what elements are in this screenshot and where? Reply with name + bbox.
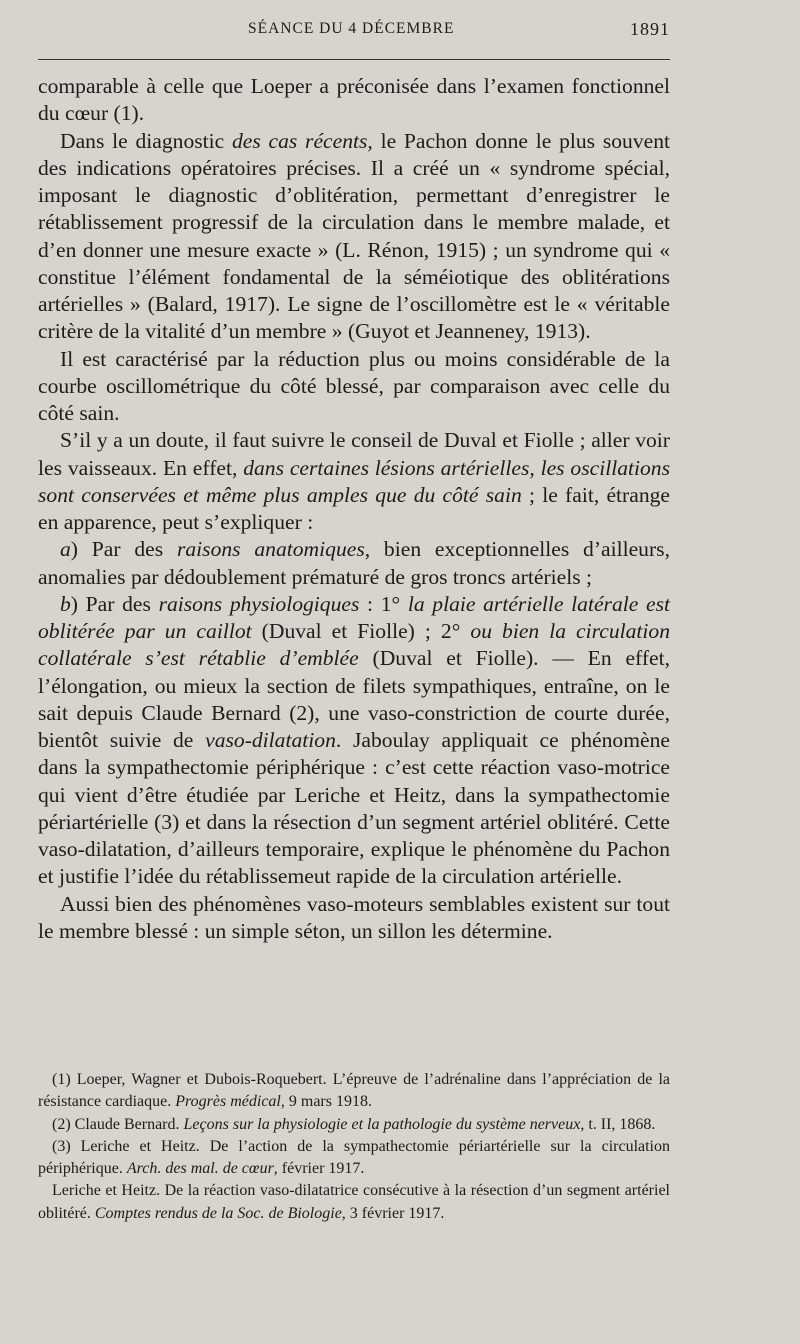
text-run: , le Pachon donne le plus souvent des indications opératoires précises. Il a créé un « syndrome spécial, imposant le diagnostic d’oblitération, permettant d’enregistrer le rétablissement progressif de la circulation dans le membre malade, et d’en donner une mesure exacte » (L. Rénon, 1915) ; un syndrome qui « constitue l’élément fondamental de la séméiotique des oblitérations artérielles » (Balard, 1917). Le signe de l’oscillomètre est le « véritable critère de la vitalité d’un membre » (Guyot et Jeanneney, 1913).	[38, 128, 671, 344]
italic-text: Leçons sur la physiologie et la pathologie du système nerveux	[183, 1115, 581, 1133]
italic-text: vaso-dilatation	[205, 728, 336, 752]
paragraph	[38, 73, 670, 128]
text-run: , 9 mars 1918.	[280, 1093, 372, 1111]
italic-text: Progrès médical	[175, 1093, 281, 1111]
text-run: (1) Loeper, Wagner et Dubois-Roquebert. L’épreuve de l’adrénaline dans l’appréciation de la résistance cardiaque.	[38, 1071, 670, 1111]
paragraph	[38, 128, 670, 346]
text-run: (Duval et Fiolle). — En effet, l’élongation, ou mieux la section de filets sympathiques, entraîne, on le sait depuis Claude Bernard (2), une vaso-constriction de courte durée, bientôt suivie de	[38, 646, 670, 752]
header-title: SÉANCE DU 4 DÉCEMBRE	[248, 20, 455, 37]
paragraph	[38, 536, 670, 591]
footnote	[38, 1136, 670, 1181]
running-header	[38, 20, 670, 44]
header-rule	[38, 59, 670, 60]
text-run: ) Par des	[70, 591, 159, 616]
text-run: , février 1917.	[273, 1160, 365, 1178]
paragraph	[38, 891, 670, 946]
text-run: , bien exceptionnelles d’ailleurs, anomalies par dédoublement prématuré de gros troncs artériels ;	[38, 537, 670, 589]
text-run: (3) Leriche et Heitz. De l’action de la sympathectomie périartérielle sur la circulation périphérique.	[38, 1137, 670, 1178]
text-run: comparable à celle que Loeper a préconisée dans l’examen fonctionnel du cœur (1).	[38, 74, 670, 126]
text-run: Il est caractérisé par la réduction plus ou moins considérable de la courbe oscillométrique du côté blessé, par comparaison avec celle du côté sain.	[38, 346, 670, 425]
footnotes	[38, 1069, 670, 1225]
text-run: Aussi bien des phénomènes vaso-moteurs semblables existent sur tout le membre blessé : un simple séton, un sillon les détermine.	[38, 891, 670, 943]
italic-text: raisons physiologiques	[158, 591, 360, 616]
main-text	[38, 73, 670, 945]
paragraph	[38, 427, 670, 536]
italic-text: des cas récents	[231, 128, 368, 153]
text-run: , 3 février 1917.	[341, 1204, 445, 1222]
paragraph	[38, 591, 670, 891]
paragraph	[38, 346, 670, 428]
footnote	[38, 1180, 670, 1225]
italic-text: Comptes rendus de la Soc. de Biologie	[94, 1204, 342, 1222]
italic-text: dans certaines lésions artérielles, les oscillations sont conservées et même plus amples que du côté sain	[38, 455, 670, 507]
text-run: . Jaboulay appliquait ce phénomène dans la sympathectomie périphérique : c’est cette réaction vaso-motrice qui vient d’être étudiée par Leriche et Heitz, dans la sympathectomie périartérielle (3) et dans la résection d’un segment artériel oblitéré. Cette vaso-dilatation, d’ailleurs temporaire, explique le phénomène du Pachon et justifie l’idée du rétablissemeut rapide de la circulation artérielle.	[38, 728, 670, 889]
text-run: ; le fait, étrange en apparence, peut s’expliquer :	[38, 482, 671, 534]
italic-text: raisons anatomiques	[176, 537, 365, 562]
text-run: ) Par des	[70, 537, 177, 562]
footnote	[38, 1114, 670, 1136]
text-run: : 1°	[359, 591, 408, 616]
text-run: , t. II, 1868.	[580, 1115, 656, 1133]
page-number: 1891	[630, 19, 670, 39]
text-run: Dans le diagnostic	[60, 128, 232, 153]
italic-text: ou bien la circulation collatérale s’est rétablie d’emblée	[38, 619, 671, 671]
text-run: S’il y a un doute, il faut suivre le conseil de Duval et Fiolle ; aller voir les vaisseaux. En effet,	[38, 428, 670, 480]
text-run: Leriche et Heitz. De la réaction vaso-dilatatrice consécutive à la résection d’un segment artériel oblitéré.	[38, 1182, 670, 1222]
text-run: (2) Claude Bernard.	[52, 1115, 184, 1133]
italic-text: a	[60, 537, 71, 562]
italic-text: Arch. des mal. de cœur	[126, 1160, 274, 1178]
italic-text: la plaie artérielle latérale est oblitérée par un caillot	[38, 591, 670, 643]
italic-text: b	[60, 591, 71, 616]
footnote	[38, 1069, 670, 1114]
text-run: (Duval et Fiolle) ; 2°	[251, 619, 471, 643]
